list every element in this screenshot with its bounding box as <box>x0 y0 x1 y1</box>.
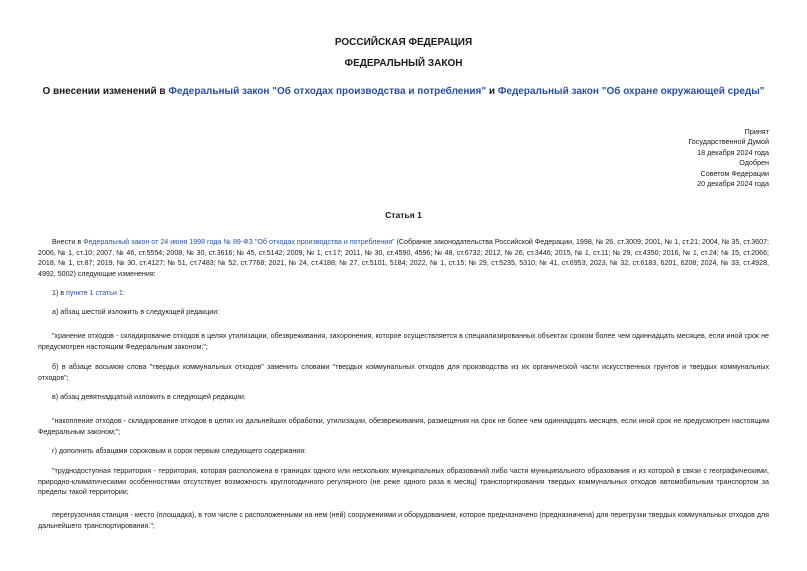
item-text: 1) в <box>52 289 67 297</box>
country-heading: РОССИЙСКАЯ ФЕДЕРАЦИЯ <box>334 37 473 48</box>
para-text: (Собрание законодательства Российской Федерации, 1998, № 26, ст.3009; 2001, № 1, ст.21; 2004, № 35, ст.3607; 2006, № 1, ст.10; 2007, № 46, ст.5554; 2008, № 30, ст.3616; № 45, ст.5142; 2009, № 1, ст.17; 2011, № 30, ст.4590, 4596; № 48, ст.6732; 2012, № 26, ст.3446; 2015, № 1, ст.11; № 29, ст.4350; 2016, № 1, ст.24; № 15, ст.2066; 2018, № 1, ст.87; 2019, № 30, ст.4127; № 51, ст.7483; № 52, ст.7768; 2021, № 24, ст.4188; № 27, ст.5101, 5184; 2022, № 1, ст.15; № 29, ст.5235, 5310; № 41, ст.6953; 2023, № 32, ст.6183, 6201, 6208; 2024, № 33, ст.4928, 4992, 5002) следующие изменения: <box>38 238 769 278</box>
law-type-heading: ФЕДЕРАЛЬНЫЙ ЗАКОН <box>344 58 463 69</box>
article-heading: Статья 1 <box>385 210 422 220</box>
quote-a: "хранение отходов - складирование отходов в целях утилизации, обезвреживания, захоронения, которое осуществляется в специализированных объектах сроком более чем одиннадцать месяцев, если иной срок не предусмотрен настоящим Федеральным законом;"; <box>38 332 769 351</box>
link-article-1-point-1[interactable]: пункте 1 статьи 1 <box>66 289 123 297</box>
link-federal-law-89fz[interactable]: Федеральный закон от 24 июня 1998 года № 89-ФЗ "Об отходах производства и потребления" <box>83 238 395 246</box>
adoption-line: Советом Федерации <box>700 168 769 178</box>
title-link-environment-law[interactable]: Федеральный закон "Об охране окружающей среды" <box>497 86 765 97</box>
item-b: б) в абзаце восьмом слова "твердых коммунальных отходов" заменить словами "твердых коммунальных отходов для производства из их органической части искусственных грунтов и твердых коммунальных отходов"; <box>38 363 769 382</box>
title-text-1: О внесении изменений в <box>42 86 169 97</box>
quote-g1: "труднодоступная территория - территория, которая расположена в границах одного или нескольких муниципальных образований либо части муниципального образования и из которой в связи с географическими, природно-климатическими особенностями отсутствует возможность круглогодичного регулярного (не реже одного раза в месяц) транспортирования твердых коммунальных отходов автомобильным транспортом за пределы такой территории; <box>38 467 769 497</box>
adoption-line: 20 декабря 2024 года <box>697 179 769 189</box>
paragraph-intro <box>38 237 769 279</box>
quote-v: "накопление отходов - складирование отходов в целях их дальнейших обработки, утилизации, обезвреживания, размещения на срок не более чем одиннадцать месяцев, если иной срок не предусмотрен настоящим Федеральным законом;"; <box>38 417 769 436</box>
adoption-line: 18 декабря 2024 года <box>697 147 769 157</box>
law-title <box>20 86 787 97</box>
adoption-line: Одобрен <box>739 158 769 168</box>
adoption-block <box>688 127 769 189</box>
item-text: : <box>122 289 125 297</box>
para-text: Внести в <box>52 238 84 246</box>
title-link-waste-law[interactable]: Федеральный закон "Об отходах производства и потребления" <box>168 86 487 97</box>
adoption-line: Принят <box>744 127 769 136</box>
item-1 <box>38 288 769 299</box>
item-v: в) абзац девятнадцатый изложить в следующей редакции: <box>52 393 246 401</box>
quote-g2: перегрузочная станция - место (площадка), в том числе с расположенными на нем (ней) сооружениями и оборудованием, которое предназначено (предназначена) для перегрузки твердых коммунальных отходов для дальнейшего транспортирования."; <box>38 511 769 530</box>
item-a: а) абзац шестой изложить в следующей редакции: <box>52 308 220 316</box>
adoption-line: Государственной Думой <box>688 137 769 147</box>
item-g: г) дополнить абзацами сороковым и сорок первым следующего содержания: <box>52 447 307 455</box>
title-text-2: и <box>486 86 498 97</box>
